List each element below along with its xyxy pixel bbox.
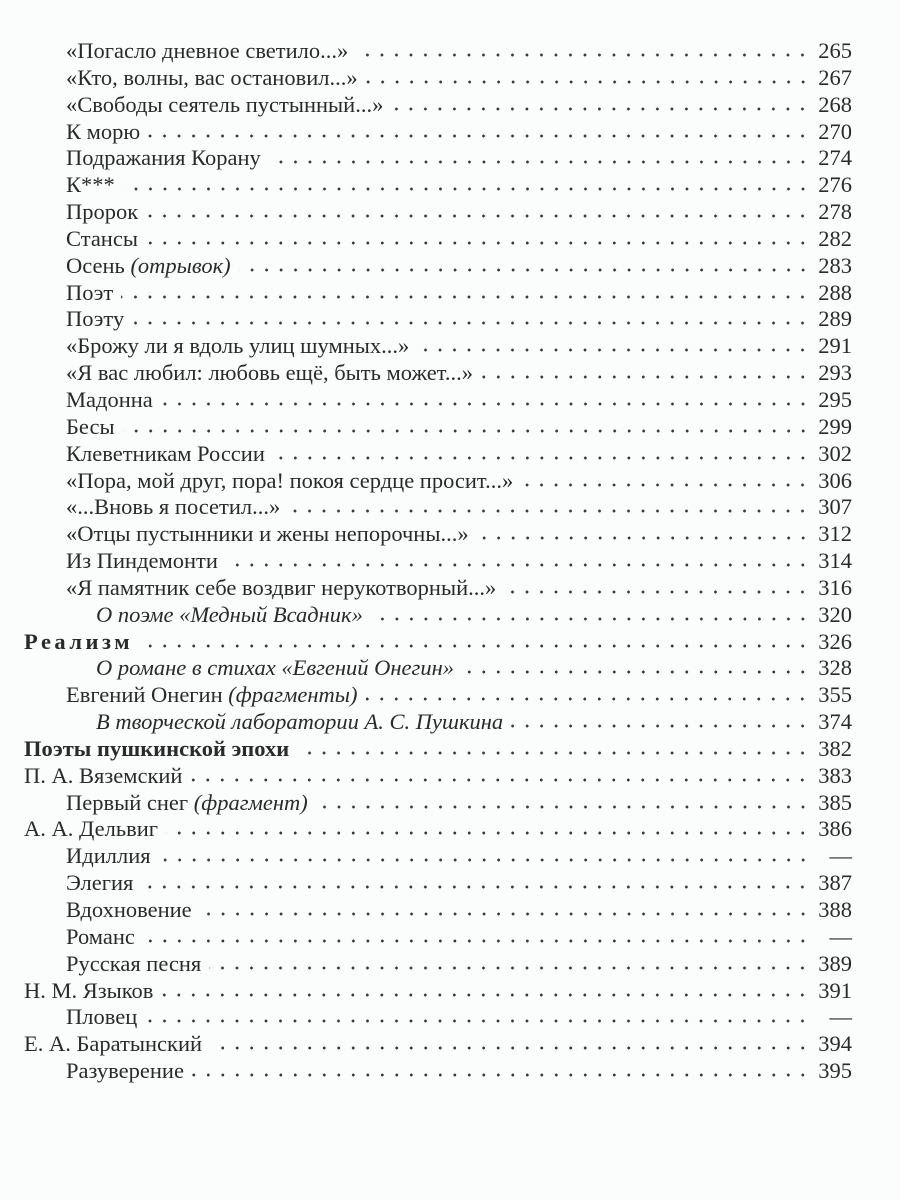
dot-leader [146, 241, 810, 245]
toc-entry [0, 602, 900, 629]
toc-entry [0, 978, 900, 1005]
toc-entry-title-text: «Брожу ли я вдоль улиц шумных...» [66, 333, 410, 359]
toc-entry-title [24, 1031, 202, 1058]
page-number: 316 [818, 574, 852, 600]
toc-entry-title-text: Н. М. Языков [24, 977, 154, 1003]
toc-entry-title-text: «Пора, мой друг, пора! покоя сердце просит...» [66, 467, 514, 493]
toc-entry [0, 682, 900, 709]
toc-entry-title [66, 306, 124, 333]
toc-entry [0, 575, 900, 602]
toc-entry-title-text: О поэме «Медный Всадник» [96, 601, 363, 627]
toc-entry [0, 521, 900, 548]
toc-entry-title [66, 843, 151, 870]
page-number: 289 [818, 306, 852, 332]
toc-entry-title [66, 897, 192, 924]
page-number: 270 [818, 118, 852, 144]
page-number: — [829, 1004, 852, 1030]
toc-entry [0, 253, 900, 280]
toc-entry-title [66, 333, 409, 360]
dot-leader [273, 456, 810, 460]
toc-entry [0, 816, 900, 843]
page-number: 283 [818, 252, 852, 278]
dot-leader [210, 1046, 810, 1050]
toc-entry-title-text: Пророк [66, 199, 139, 225]
page-number: 274 [818, 145, 852, 171]
dot-leader [297, 751, 810, 755]
page-number: 382 [818, 735, 852, 761]
toc-entry-title-text: Элегия [66, 870, 134, 896]
toc-entry-title [96, 709, 503, 736]
page-number: 282 [818, 225, 852, 251]
toc-entry-title-text: Поэты пушкинской эпохи [24, 735, 290, 761]
toc-entry-title [66, 468, 513, 495]
toc-entry-title [24, 816, 158, 843]
toc-entry [0, 119, 900, 146]
dot-leader [269, 160, 810, 164]
toc-entry [0, 494, 900, 521]
toc-entry [0, 629, 900, 656]
toc-entry [0, 226, 900, 253]
toc-entry-title-text: Подражания Корану [66, 145, 261, 171]
toc-entry-title-text: Реализм [24, 628, 134, 654]
toc-entry-title [66, 65, 358, 92]
page-number: 314 [818, 548, 852, 574]
toc-entry-title [66, 414, 115, 441]
toc-entry-title [24, 736, 289, 763]
toc-entry-title-text: «Кто, волны, вас остановил...» [66, 64, 358, 90]
dot-leader [148, 134, 810, 138]
page-number: 295 [818, 386, 852, 412]
toc-entry-title-text: Из Пиндемонти [66, 548, 218, 574]
toc-entry-title [66, 360, 473, 387]
toc-entry-title [66, 790, 308, 817]
page-number: 299 [818, 413, 852, 439]
dot-leader [190, 778, 810, 782]
page-number: 302 [818, 440, 852, 466]
toc-entry-title [66, 226, 138, 253]
toc-entry-title [66, 199, 138, 226]
toc-entry [0, 763, 900, 790]
toc-entry-title-text: Романс [66, 923, 135, 949]
page-number: 312 [818, 521, 852, 547]
page-number: — [829, 843, 852, 869]
page-number: 268 [818, 91, 852, 117]
page-number: — [829, 923, 852, 949]
toc-entry-title-text: «Я вас любил: любовь ещё, быть может...» [66, 360, 473, 386]
toc-entry-title [66, 1058, 184, 1085]
dot-leader [417, 348, 810, 352]
toc-entry-title-text: «Погасло дневное светило...» [66, 38, 349, 63]
toc-entry-title-text: «...Вновь я посетил...» [66, 494, 281, 520]
dot-leader [121, 295, 810, 299]
toc-entry-title-text: Стансы [66, 225, 138, 251]
toc-entry [0, 468, 900, 495]
toc-entry-title [66, 682, 357, 709]
toc-entry-title-text: Евгений Онегин [66, 682, 223, 708]
toc-entry-title [66, 441, 265, 468]
page-number: 307 [818, 494, 852, 520]
table-of-contents [0, 38, 900, 1085]
dot-leader [209, 966, 810, 970]
toc-entry-title [66, 92, 383, 119]
toc-entry-title [66, 924, 135, 951]
toc-entry-title-text: Русская песня [66, 950, 202, 976]
dot-leader [166, 831, 810, 835]
toc-entry [0, 843, 900, 870]
page-number: 386 [818, 816, 852, 842]
page-number: 326 [818, 628, 852, 654]
toc-entry-title-text: Вдохновение [66, 897, 192, 922]
toc-entry-title [66, 494, 280, 521]
toc-entry-title-text: Бесы [66, 413, 115, 439]
toc-entry-title-text: Разуверение [66, 1058, 184, 1084]
dot-leader [365, 697, 810, 701]
toc-entry-title-text: А. А. Дельвиг [24, 816, 158, 842]
toc-entry-title [66, 119, 140, 146]
page-number: 394 [818, 1031, 852, 1057]
toc-entry [0, 38, 900, 65]
toc-entry [0, 736, 900, 763]
toc-entry [0, 548, 900, 575]
toc-entry-title-text: О романе в стихах «Евгений Онегин» [96, 655, 454, 681]
dot-leader [481, 375, 810, 379]
page-number: 293 [818, 360, 852, 386]
toc-entry [0, 870, 900, 897]
toc-entry-title-text: Поэту [66, 306, 125, 332]
dot-leader [141, 885, 810, 889]
toc-entry [0, 1058, 900, 1085]
page-number: 328 [818, 655, 852, 681]
toc-entry [0, 306, 900, 333]
dot-leader [143, 939, 810, 943]
page-number: 389 [818, 950, 852, 976]
page-number: 395 [818, 1058, 852, 1084]
toc-entry-title [66, 521, 469, 548]
toc-entry [0, 790, 900, 817]
toc-entry-title [66, 575, 496, 602]
page-number: 265 [818, 38, 852, 63]
toc-entry [0, 333, 900, 360]
dot-leader [391, 107, 810, 111]
toc-entry [0, 897, 900, 924]
toc-entry-title-text: «Я памятник себе воздвиг нерукотворный...» [66, 574, 497, 600]
dot-leader [146, 214, 810, 218]
page-number: 306 [818, 467, 852, 493]
toc-entry [0, 92, 900, 119]
toc-entry [0, 172, 900, 199]
toc-entry-title-text: К*** [66, 172, 115, 198]
dot-leader [192, 1073, 810, 1077]
page-number: 383 [818, 762, 852, 788]
toc-entry-title-text: Мадонна [66, 386, 153, 412]
dot-leader [511, 724, 810, 728]
toc-entry-title [24, 763, 182, 790]
toc-entry [0, 280, 900, 307]
dot-leader [477, 536, 810, 540]
dot-leader [521, 483, 810, 487]
toc-entry-title-text: Идиллия [66, 843, 151, 869]
dot-leader [161, 993, 810, 997]
toc-entry-title-text: Первый снег [66, 789, 189, 815]
toc-entry-title [66, 172, 115, 199]
dot-leader [239, 268, 810, 272]
dot-leader [123, 187, 810, 191]
page-number: 267 [818, 64, 852, 90]
page-number: 288 [818, 279, 852, 305]
dot-leader [288, 509, 810, 513]
toc-entry-subtitle: (отрывок) [130, 252, 231, 278]
dot-leader [141, 644, 810, 648]
toc-entry-title-text: К морю [66, 118, 141, 144]
toc-entry-title-text: Пловец [66, 1004, 138, 1030]
dot-leader [145, 1019, 810, 1023]
dot-leader [356, 53, 810, 57]
toc-entry-title [24, 629, 133, 656]
page-number: 385 [818, 789, 852, 815]
toc-entry-title [24, 978, 153, 1005]
dot-leader [371, 617, 810, 621]
toc-entry-title-text: П. А. Вяземский [24, 762, 183, 788]
page-number: 388 [818, 897, 852, 922]
dot-leader [123, 429, 810, 433]
toc-entry-title [66, 387, 153, 414]
toc-entry-title [66, 280, 113, 307]
toc-entry [0, 709, 900, 736]
toc-entry [0, 387, 900, 414]
dot-leader [316, 805, 810, 809]
toc-entry [0, 65, 900, 92]
dot-leader [200, 912, 810, 916]
toc-entry-title [66, 145, 261, 172]
page-number: 374 [818, 709, 852, 735]
toc-entry-subtitle: (фрагменты) [228, 682, 358, 708]
dot-leader [161, 402, 810, 406]
toc-entry [0, 145, 900, 172]
toc-entry-title-text: Осень [66, 252, 125, 278]
toc-entry [0, 924, 900, 951]
dot-leader [132, 321, 810, 325]
page-number: 320 [818, 601, 852, 627]
toc-entry-subtitle: (фрагмент) [193, 789, 308, 815]
dot-leader [159, 858, 810, 862]
page-number: 387 [818, 870, 852, 896]
toc-entry [0, 1004, 900, 1031]
toc-entry [0, 360, 900, 387]
toc-entry-title [66, 1004, 137, 1031]
toc-entry [0, 951, 900, 978]
toc-entry-title-text: Поэт [66, 279, 114, 305]
toc-entry [0, 1031, 900, 1058]
toc-entry-title [66, 870, 133, 897]
toc-entry [0, 199, 900, 226]
toc-entry [0, 414, 900, 441]
page-number: 291 [818, 333, 852, 359]
dot-leader [462, 670, 810, 674]
dot-leader [504, 590, 810, 594]
page-number: 276 [818, 172, 852, 198]
toc-entry-title-text: «Отцы пустынники и жены непорочны...» [66, 521, 469, 547]
toc-entry-title [66, 38, 348, 65]
toc-entry-title [66, 951, 201, 978]
page-number: 391 [818, 977, 852, 1003]
toc-entry [0, 655, 900, 682]
toc-entry-title-text: «Свободы сеятель пустынный...» [66, 91, 384, 117]
dot-leader [366, 80, 810, 84]
toc-entry-title-text: В творческой лаборатории А. С. Пушкина [96, 709, 504, 735]
page-number: 278 [818, 199, 852, 225]
toc-entry-title [96, 655, 454, 682]
toc-entry [0, 441, 900, 468]
toc-entry-title [66, 548, 218, 575]
toc-entry-title-text: Клеветникам России [66, 440, 265, 466]
toc-entry-title [96, 602, 363, 629]
toc-entry-title-text: Е. А. Баратынский [24, 1031, 203, 1057]
dot-leader [226, 563, 810, 567]
page-number: 355 [818, 682, 852, 708]
toc-entry-title [66, 253, 231, 280]
